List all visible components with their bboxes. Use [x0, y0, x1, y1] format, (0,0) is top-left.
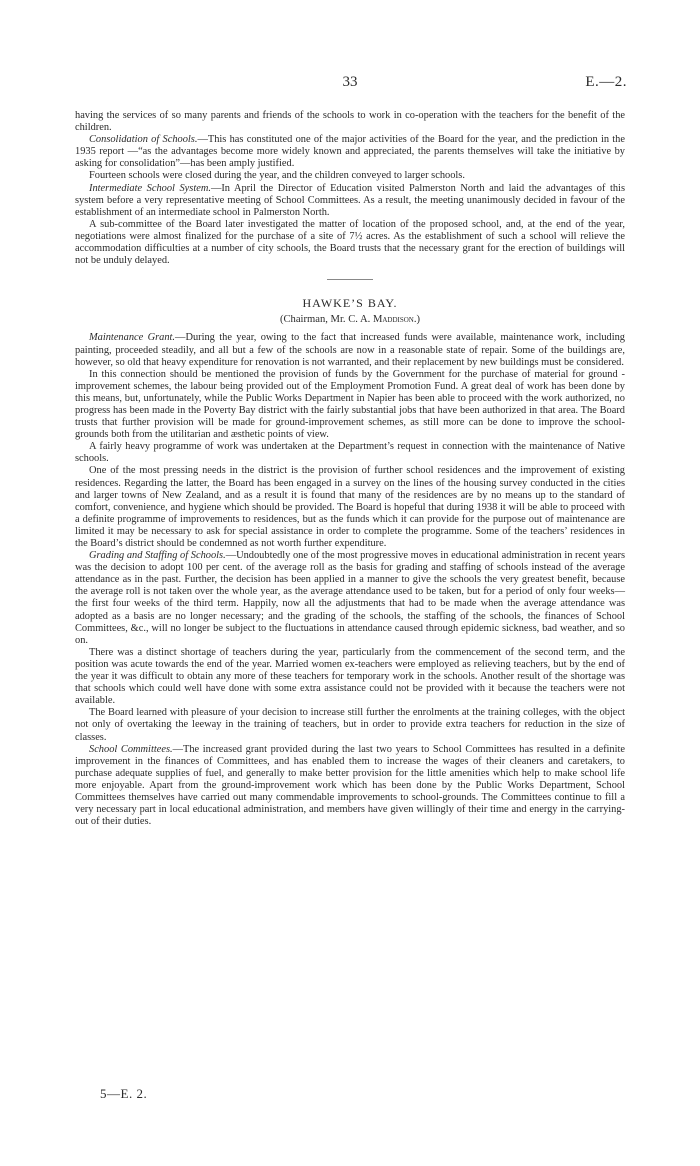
paragraph-title: Grading and Staffing of Schools.	[89, 550, 226, 562]
paragraph-text: —During the year, owing to the fact that increased funds were available, maintenance work, including painting, proceeded steadily, and all but a few of the schools are now in a reasonable state of repair. Some of the buildings are, however, so old that heavy expenditure for renovation is not warranted, and their replacement by new buildings must be considered.	[75, 332, 625, 368]
page-number: 33	[342, 74, 358, 90]
paragraph	[75, 465, 625, 550]
paragraph	[75, 744, 625, 829]
paragraph	[75, 647, 625, 707]
paragraph-text: A fairly heavy programme of work was undertaken at the Department’s request in connection with the maintenance of Native schools.	[75, 441, 625, 465]
document-reference: E.—2.	[585, 74, 627, 90]
paragraph-title: Maintenance Grant.	[89, 332, 176, 344]
paragraph-title: School Committees.	[89, 743, 173, 755]
body-text	[75, 110, 625, 828]
paragraph	[75, 441, 625, 465]
paragraph	[75, 110, 625, 134]
paragraph	[75, 369, 625, 442]
paragraph-text: The Board learned with pleasure of your decision to increase still further the enrolments at the training colleges, with the object not only of overtaking the leeway in the training of teachers, but in order to provide extra teachers for reduction in the size of classes.	[75, 707, 625, 743]
paragraph-title: Intermediate School System.	[89, 182, 211, 194]
paragraph-text: having the services of so many parents and friends of the schools to work in co-operation with the teachers for the benefit of the children.	[75, 110, 625, 134]
chairman-prefix: (Chairman, Mr. C. A.	[279, 314, 373, 326]
paragraph-text: —This has constituted one of the major activities of the Board for the year, and the prediction in the 1935 report —“as the advantages become more widely known and appreciated, the parents themselves will take the initiative by asking for consolidation”—has been amply justified.	[75, 134, 625, 170]
paragraph-text: —In April the Director of Education visited Palmerston North and laid the advantages of this system before a very representative meeting of School Committees. As a result, the meeting unanimously decided in favour of the establishment of an intermediate school in Palmerston North.	[75, 182, 625, 218]
chairman-line	[75, 314, 625, 326]
paragraph	[75, 332, 625, 368]
section-divider	[327, 279, 373, 280]
paragraph	[75, 707, 625, 743]
chairman-suffix: .)	[413, 314, 421, 326]
paragraph	[75, 183, 625, 219]
section-heading: HAWKE’S BAY.	[302, 296, 398, 311]
paragraph-text: In this connection should be mentioned the provision of funds by the Government for the purchase of material for ground - improvement schemes, the labour being provided out of the Employment Promotion Fund. A great deal of work has been done by this means, but, unfortunately, while the Public Works Department in Napier has been able to proceed with the work authorized, no progress has been made in the Poverty Bay district with the fairly substantial jobs that have been authorized in that area. The Board trusts that further provision will be made for ground-improvement schemes, as still more can be done to improve the school-grounds both from the utilitarian and æsthetic points of view.	[75, 368, 625, 441]
paragraph-title: Consolidation of Schools.	[89, 134, 198, 146]
paragraph	[75, 219, 625, 267]
chairman-name: Maddison	[372, 314, 414, 326]
paragraph-text: —The increased grant provided during the last two years to School Committees has resulted in a definite improvement in the finances of Committees, and has enabled them to increase the wages of their cleaners and caretakers, to purchase adequate supplies of fuel, and generally to make better provision for the little amenities which help to make school life more enjoyable. Apart from the ground-improvement work which has been done by the Public Works Department, School Committees themselves have carried out many commendable improvements to school-grounds. The Committees continue to fill a very necessary part in local educational administration, and members have given willingly of their time and energy in the carrying-out of their duties.	[75, 743, 626, 828]
paragraph-text: A sub-committee of the Board later investigated the matter of location of the proposed school, and, at the end of the year, negotiations were almost finalized for the purchase of a site of 7½ acres. As the establishment of such a school will relieve the accommodation difficulties at a number of city schools, the Board trusts that the necessary grant for the erection of buildings will not be unduly delayed.	[75, 218, 625, 267]
paragraph-text: There was a distinct shortage of teachers during the year, particularly from the commencement of the second term, and the position was acute towards the end of the year. Married women ex-teachers were employed as relieving teachers, but by the end of the year it was difficult to obtain any more of these teachers for temporary work in the schools. Another result of the shortage was that schools which could well have done with some extra assistance could not be provided with it because the teachers were not available.	[75, 646, 625, 707]
paragraph	[75, 134, 625, 170]
paragraph-text: —Undoubtedly one of the most progressive moves in educational administration in recent years was the decision to adopt 100 per cent. of the average roll as the basis for grading and staffing of schools instead of the average attendance as in the past. Further, the decision has been applied in a manner to give the schools the very greatest benefit, because the average roll is not taken over the whole year, as the average attendance used to be taken, but for a period of only four weeks—the first four weeks of the third term. Happily, now all the adjustments that had to be made when the average attendance was adopted as a basis are no longer necessary; and the grading of the schools, the staffing of the schools, the finances of School Committees, &c., will no longer be subject to the fluctuations in attendance caused through epidemic sickness, bad weather, and so on.	[75, 550, 625, 646]
paragraph	[75, 170, 625, 182]
printer-signature: 5—E. 2.	[100, 1086, 148, 1101]
paragraph-text: Fourteen schools were closed during the year, and the children conveyed to larger schools.	[89, 170, 465, 182]
paragraph-text: One of the most pressing needs in the district is the provision of further school residences and the improvement of existing residences. Regarding the latter, the Board has been engaged in a survey on the lines of the housing survey conducted in the cities and larger towns of New Zealand, and as a result it is found that many of the residences are by no means up to the standard of comfort, convenience, and hygiene which should be provided. The Board is hopeful that during 1938 it will be able to proceed with a definite programme of improvements to residences, but as the funds which it can provide for the purpose out of maintenance are limited it may be necessary to ask for special assistance in order to complete the programme. Some of the teachers’ residences in the Board’s district should be condemned as not worth further expenditure.	[75, 465, 625, 549]
paragraph	[75, 550, 625, 647]
